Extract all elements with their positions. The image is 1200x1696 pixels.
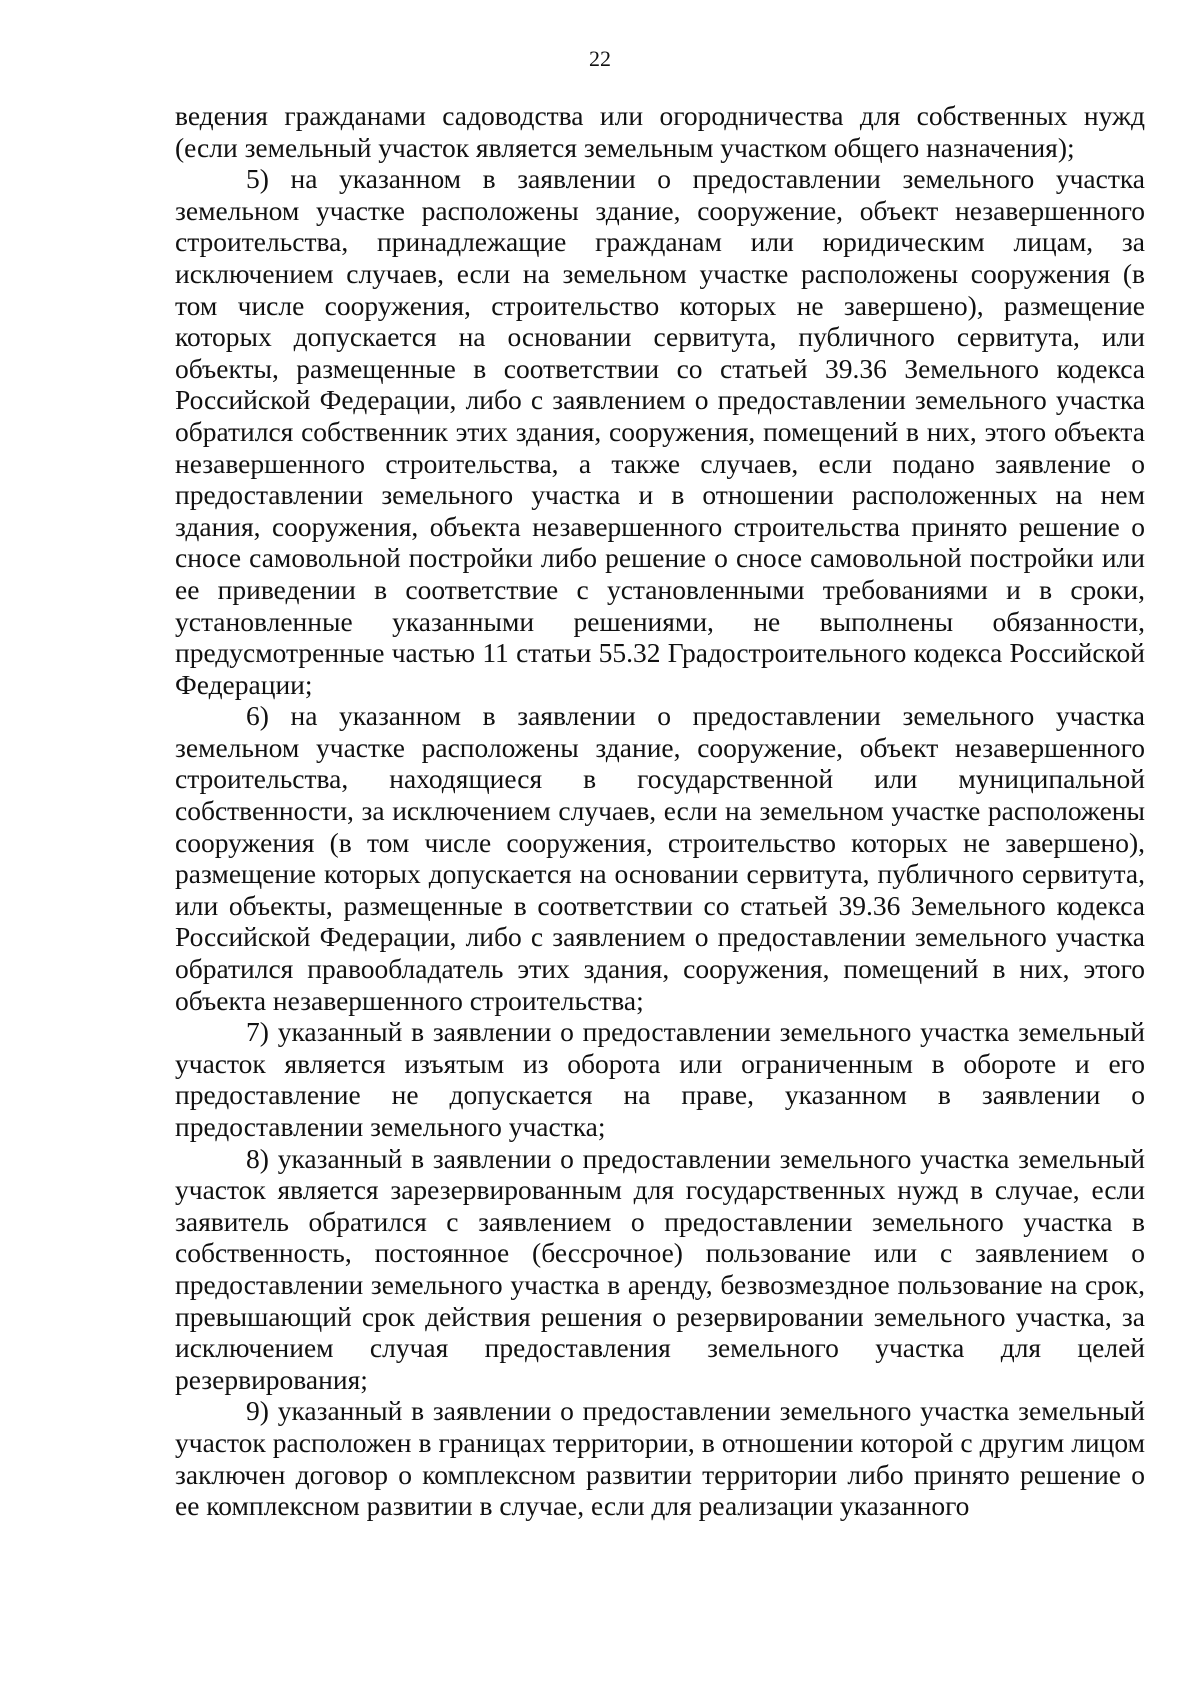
paragraph-continuation: ведения гражданами садоводства или огородничества для собственных нужд (если земельный участок является земельным участком общего назначения); — [175, 100, 1145, 163]
document-body — [175, 100, 1145, 1522]
paragraph-item-8: 8) указанный в заявлении о предоставлении земельного участка земельный участок является зарезервированным для государственных нужд в случае, если заявитель обратился с заявлением о предоставлении земельного участка в собственность, постоянное (бессрочное) пользование или с заявлением о предоставлении земельного участка в аренду, безвозмездное пользование на срок, превышающий срок действия решения о резервировании земельного участка, за исключением случая предоставления земельного участка для целей резервирования; — [175, 1142, 1145, 1395]
paragraph-item-9: 9) указанный в заявлении о предоставлении земельного участка земельный участок расположен в границах территории, в отношении которой с другим лицом заключен договор о комплексном развитии территории либо принято решение о ее комплексном развитии в случае, если для реализации указанного — [175, 1395, 1145, 1522]
paragraph-item-6: 6) на указанном в заявлении о предоставлении земельного участка земельном участке расположены здание, сооружение, объект незавершенного строительства, находящиеся в государственной или муниципальной собственности, за исключением случаев, если на земельном участке расположены сооружения (в том числе сооружения, строительство которых не завершено), размещение которых допускается на основании сервитута, публичного сервитута, или объекты, размещенные в соответствии со статьей 39.36 Земельного кодекса Российской Федерации, либо с заявлением о предоставлении земельного участка обратился правообладатель этих здания, сооружения, помещений в них, этого объекта незавершенного строительства; — [175, 700, 1145, 1016]
page-number: 22 — [589, 46, 611, 71]
paragraph-item-7: 7) указанный в заявлении о предоставлении земельного участка земельный участок является изъятым из оборота или ограниченным в обороте и его предоставление не допускается на праве, указанном в заявлении о предоставлении земельного участка; — [175, 1016, 1145, 1142]
paragraph-item-5: 5) на указанном в заявлении о предоставлении земельного участка земельном участке расположены здание, сооружение, объект незавершенного строительства, принадлежащие гражданам или юридическим лицам, за исключением случаев, если на земельном участке расположены сооружения (в том числе сооружения, строительство которых не завершено), размещение которых допускается на основании сервитута, публичного сервитута, или объекты, размещенные в соответствии со статьей 39.36 Земельного кодекса Российской Федерации, либо с заявлением о предоставлении земельного участка обратился собственник этих здания, сооружения, помещений в них, этого объекта незавершенного строительства, а также случаев, если подано заявление о предоставлении земельного участка и в отношении расположенных на нем здания, сооружения, объекта незавершенного строительства принято решение о сносе самовольной постройки либо решение о сносе самовольной постройки или ее приведении в соответствие с установленными требованиями и в сроки, установленные указанными решениями, не выполнены обязанности, предусмотренные частью 11 статьи 55.32 Градостроительного кодекса Российской Федерации; — [175, 163, 1145, 700]
